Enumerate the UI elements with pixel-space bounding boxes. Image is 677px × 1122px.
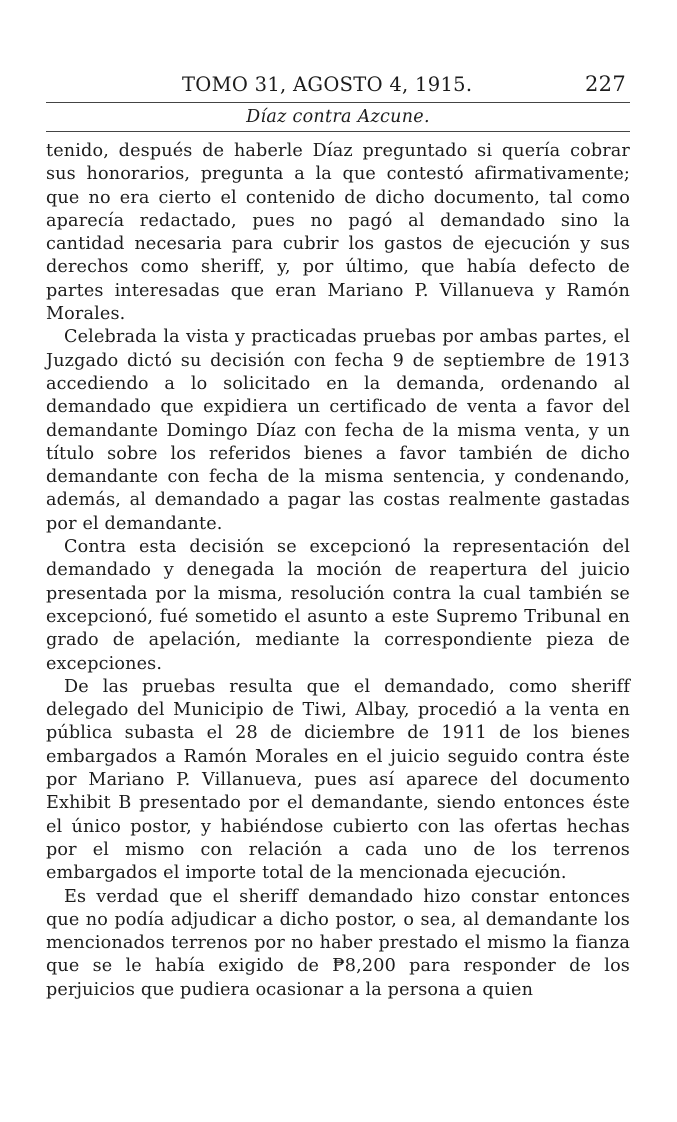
header-rule [46,102,630,103]
paragraph-2: Celebrada la vista y practicadas pruebas por ambas partes, el Juzgado dictó su decisión con fecha 9 de septiembre de 1913 accediendo a lo solicitado en la demanda, ordenando al demandado que expidiera un certificado de venta a favor del demandante Domingo Díaz con fecha de la misma venta, y un título sobre los referidos bienes a favor también de dicho demandante con fecha de la misma sentencia, y condenando, además, al demandado a pagar las costas realmente gastadas por el demandante. [46,327,630,534]
volume-date: TOMO 31, AGOSTO 4, 1915. [182,73,473,96]
title-rule [46,131,630,132]
paragraph-4: De las pruebas resulta que el demandado, como sheriff delegado del Municipio de Tiwi, Albay, procedió a la venta en pública subasta el 28 de diciembre de 1911 de los bienes embargados a Ramón Morales en el juicio seguido contra éste por Mariano P. Villanueva, pues así aparece del documento Exhibit B presentado por el demandante, siendo entonces éste el único postor, y habiéndose cubierto con las ofertas hechas por el mismo con relación a cada uno de los terrenos embargados el importe total de la mencionada ejecución. [46,676,630,884]
paragraph-3: Contra esta decisión se excepcionó la representación del demandado y denegada la moción de reapertura del juicio presentada por la misma, resolución contra la cual también se excepcionó, fué sometido el asunto a este Supremo Tribunal en grado de apelación, mediante la correspondiente pieza de excepciones. [46,537,630,674]
paragraph-1: tenido, después de haberle Díaz preguntado si quería cobrar sus honorarios, pregunta a la que contestó afirmativamente; que no era cierto el contenido de dicho documento, tal como aparecía redactado, pues no pagó al demandado sino la cantidad necesaria para cubrir los gastos de ejecución y sus derechos como sheriff, y, por último, que había defecto de partes interesadas que eran Mariano P. Villanueva y Ramón Morales. [46,141,630,325]
body-text [46,140,630,1002]
case-title: Díaz contra Azcune. [246,107,430,127]
running-head [46,72,630,96]
page [46,72,630,1002]
page-number: 227 [585,72,626,96]
paragraph-5: Es verdad que el sheriff demandado hizo constar entonces que no podía adjudicar a dicho postor, o sea, al demandante los mencionados terrenos por no haber prestado el mismo la fianza que se le había exigido de ₱8,200 para responder de los perjuicios que pudiera ocasionar a la persona a quien [46,886,630,1000]
